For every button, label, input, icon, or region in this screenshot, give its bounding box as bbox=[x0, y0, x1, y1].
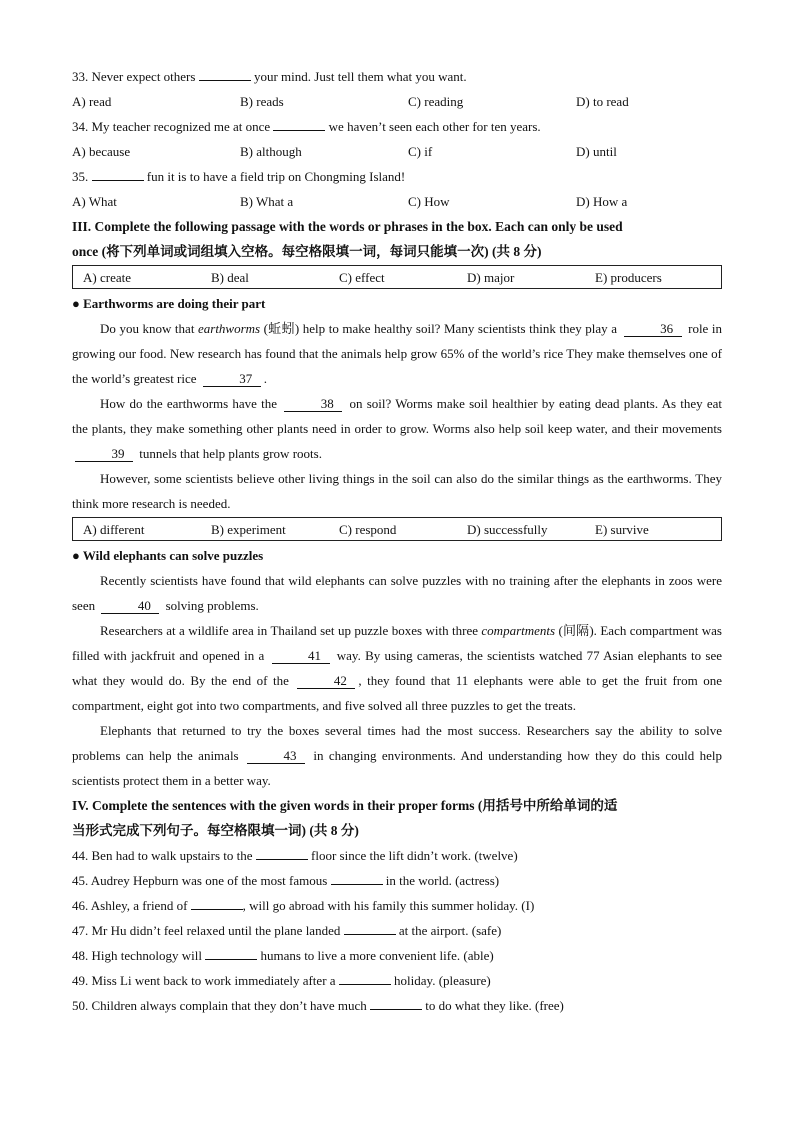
answer-blank[interactable] bbox=[344, 922, 396, 935]
word-option: B) experiment bbox=[211, 522, 286, 537]
answer-blank[interactable] bbox=[273, 118, 325, 131]
word-option: C) respond bbox=[339, 522, 397, 537]
answer-blank[interactable] bbox=[331, 872, 383, 885]
option-a[interactable]: A) What bbox=[72, 194, 117, 209]
option-a[interactable]: A) read bbox=[72, 94, 112, 109]
word-option: E) producers bbox=[595, 270, 662, 285]
word-option: A) different bbox=[83, 522, 145, 537]
section-3-heading-line1: III. Complete the following passage with the words or phrases in the box. Each can only be used bbox=[72, 219, 623, 234]
question-45: 45. Audrey Hepburn was one of the most famous in the world. (actress) bbox=[72, 873, 500, 888]
question-35 bbox=[72, 164, 722, 189]
answer-blank[interactable] bbox=[191, 897, 243, 910]
question-33 bbox=[72, 64, 722, 89]
option-b[interactable]: B) reads bbox=[240, 94, 284, 109]
word-box-1 bbox=[72, 265, 722, 289]
passage-2-title: ● Wild elephants can solve puzzles bbox=[72, 548, 264, 563]
question-50: 50. Children always complain that they don’t have much to do what they like. (free) bbox=[72, 998, 564, 1013]
section-3-heading-line2: once (将下列单词或词组填入空格。每空格限填一词，每词只能填一次) (共 8 分) bbox=[72, 244, 542, 259]
blank-36[interactable]: 36 bbox=[624, 322, 682, 337]
section-4-heading-line2: 当形式完成下列句子。每空格限填一词) (共 8 分) bbox=[72, 823, 359, 838]
q34-text-b: we haven’t seen each other for ten years. bbox=[325, 119, 541, 134]
paragraph: Do you know that earthworms (蚯蚓) help to make healthy soil? Many scientists think they play a 36 role in growing our food. New research has found that the animals help grow 65% of the world’s rice They make themselves one of the world’s greatest rice 37 . bbox=[72, 321, 722, 386]
paragraph: Recently scientists have found that wild elephants can solve puzzles with no training after the elephants in zoos were seen 40 solving problems. bbox=[72, 573, 722, 613]
exam-page bbox=[72, 64, 722, 1018]
q33-text-b: your mind. Just tell them what you want. bbox=[250, 69, 467, 84]
q33-text-a: 33. Never expect others bbox=[72, 69, 199, 84]
word-option: A) create bbox=[83, 270, 131, 285]
passage-1 bbox=[72, 316, 722, 516]
answer-blank[interactable] bbox=[339, 972, 391, 985]
answer-blank[interactable] bbox=[256, 847, 308, 860]
blank-43[interactable]: 43 bbox=[247, 749, 305, 764]
word-option: D) successfully bbox=[467, 522, 548, 537]
word-option: B) deal bbox=[211, 270, 249, 285]
question-34 bbox=[72, 114, 722, 139]
question-44: 44. Ben had to walk upstairs to the floor since the lift didn’t work. (twelve) bbox=[72, 848, 518, 863]
blank-38[interactable]: 38 bbox=[284, 397, 342, 412]
option-c[interactable]: C) How bbox=[408, 194, 450, 209]
q35-text-a: 35. bbox=[72, 169, 92, 184]
paragraph: How do the earthworms have the 38 on soil? Worms make soil healthier by eating dead plants. As they eat the plants, they make something other plants need in order to grow. Worms also help soil keep water, and their movements 39 tunnels that help plants grow roots. bbox=[72, 396, 723, 461]
option-c[interactable]: C) reading bbox=[408, 94, 464, 109]
section-4-heading-line1: IV. Complete the sentences with the given words in their proper forms (用括号中所给单词的适 bbox=[72, 798, 618, 813]
answer-blank[interactable] bbox=[199, 68, 251, 81]
passage-2 bbox=[72, 568, 722, 793]
q34-options bbox=[72, 139, 722, 164]
option-b[interactable]: B) What a bbox=[240, 194, 294, 209]
word-option: C) effect bbox=[339, 270, 385, 285]
blank-40[interactable]: 40 bbox=[101, 599, 159, 614]
paragraph: However, some scientists believe other living things in the soil can also do the similar things as the earthworms. They think more research is needed. bbox=[72, 471, 722, 511]
blank-39[interactable]: 39 bbox=[75, 447, 133, 462]
blank-42[interactable]: 42 bbox=[297, 674, 355, 689]
option-c[interactable]: C) if bbox=[408, 144, 433, 159]
passage-1-title: ● Earthworms are doing their part bbox=[72, 296, 266, 311]
option-d[interactable]: D) How a bbox=[576, 194, 628, 209]
section-3-heading bbox=[72, 214, 722, 264]
answer-blank[interactable] bbox=[370, 997, 422, 1010]
blank-41[interactable]: 41 bbox=[272, 649, 330, 664]
answer-blank[interactable] bbox=[92, 168, 144, 181]
question-46: 46. Ashley, a friend of , will go abroad with his family this summer holiday. (I) bbox=[72, 898, 535, 913]
q35-text-b: fun it is to have a field trip on Chongming Island! bbox=[143, 169, 406, 184]
q35-options bbox=[72, 189, 722, 214]
option-d[interactable]: D) to read bbox=[576, 94, 629, 109]
q34-text-a: 34. My teacher recognized me at once bbox=[72, 119, 274, 134]
option-b[interactable]: B) although bbox=[240, 144, 302, 159]
word-option: D) major bbox=[467, 270, 515, 285]
word-box-2 bbox=[72, 517, 722, 541]
paragraph: Elephants that returned to try the boxes several times had the most success. Researchers say the ability to solve problems can help the animals 43 in changing environments. And understanding how they do this could help scientists protect them in a better way. bbox=[72, 723, 722, 788]
option-d[interactable]: D) until bbox=[576, 144, 617, 159]
section-4-heading bbox=[72, 793, 722, 843]
paragraph: Researchers at a wildlife area in Thailand set up puzzle boxes with three compartments (间隔). Each compartment was filled with jackfruit and opened in a 41 way. By using cameras, the scientists watched 77 Asian elephants to see what they would do. By the end of the 42 , they found that 11 elephants were able to get the fruit from one compartment, eight got into two compartments, and five solved all three puzzles to get the treats. bbox=[72, 623, 723, 713]
question-47: 47. Mr Hu didn’t feel relaxed until the plane landed at the airport. (safe) bbox=[72, 923, 502, 938]
q33-options bbox=[72, 89, 722, 114]
blank-37[interactable]: 37 bbox=[203, 372, 261, 387]
question-48: 48. High technology will humans to live a more convenient life. (able) bbox=[72, 948, 494, 963]
answer-blank[interactable] bbox=[205, 947, 257, 960]
word-option: E) survive bbox=[595, 522, 649, 537]
option-a[interactable]: A) because bbox=[72, 144, 131, 159]
question-49: 49. Miss Li went back to work immediately after a holiday. (pleasure) bbox=[72, 973, 491, 988]
